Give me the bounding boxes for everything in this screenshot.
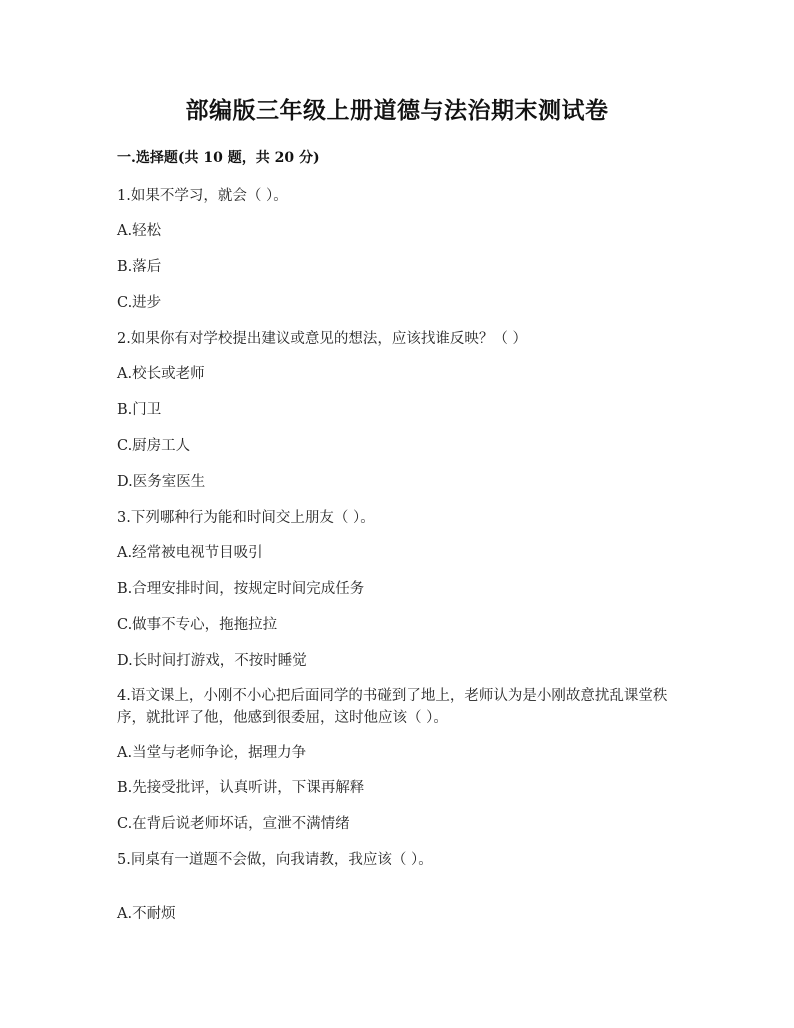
- question-2-option-d: D.医务室医生: [117, 474, 206, 490]
- question-4-option-b: B.先接受批评，认真听讲，下课再解释: [117, 780, 365, 796]
- question-2-option-c: C.厨房工人: [117, 438, 191, 454]
- exam-title: 部编版三年级上册道德与法治期末测试卷: [185, 97, 609, 124]
- question-5-option-a: A.不耐烦: [117, 906, 176, 922]
- question-1-option-b: B.落后: [117, 259, 162, 275]
- section-heading: 一.选择题(共 10 题，共 20 分): [117, 150, 320, 166]
- question-3-option-d: D.长时间打游戏，不按时睡觉: [117, 653, 307, 669]
- question-3-stem: 3.下列哪种行为能和时间交上朋友（ ）。: [117, 510, 375, 526]
- question-2-option-a: A.校长或老师: [117, 366, 205, 382]
- question-3-option-b: B.合理安排时间，按规定时间完成任务: [117, 581, 365, 597]
- question-4-stem: 4.语文课上，小刚不小心把后面同学的书碰到了地上，老师认为是小刚故意扰乱课堂秩序，就批评了他，他感到很委屈，这时他应该（ ）。: [117, 688, 668, 726]
- question-2-stem: 2.如果你有对学校提出建议或意见的想法，应该找谁反映？（ ）: [117, 331, 527, 347]
- question-3-option-a: A.经常被电视节目吸引: [117, 545, 263, 561]
- question-1-option-c: C.进步: [117, 295, 162, 311]
- question-4-option-a: A.当堂与老师争论，据理力争: [117, 745, 307, 761]
- question-2-option-b: B.门卫: [117, 402, 162, 418]
- question-4-option-c: C.在背后说老师坏话，宣泄不满情绪: [117, 816, 350, 832]
- question-5-stem: 5.同桌有一道题不会做，向我请教，我应该（ ）。: [117, 852, 433, 868]
- question-1-option-a: A.轻松: [117, 223, 162, 239]
- question-1-stem: 1.如果不学习，就会（ ）。: [117, 188, 288, 204]
- question-3-option-c: C.做事不专心，拖拖拉拉: [117, 617, 278, 633]
